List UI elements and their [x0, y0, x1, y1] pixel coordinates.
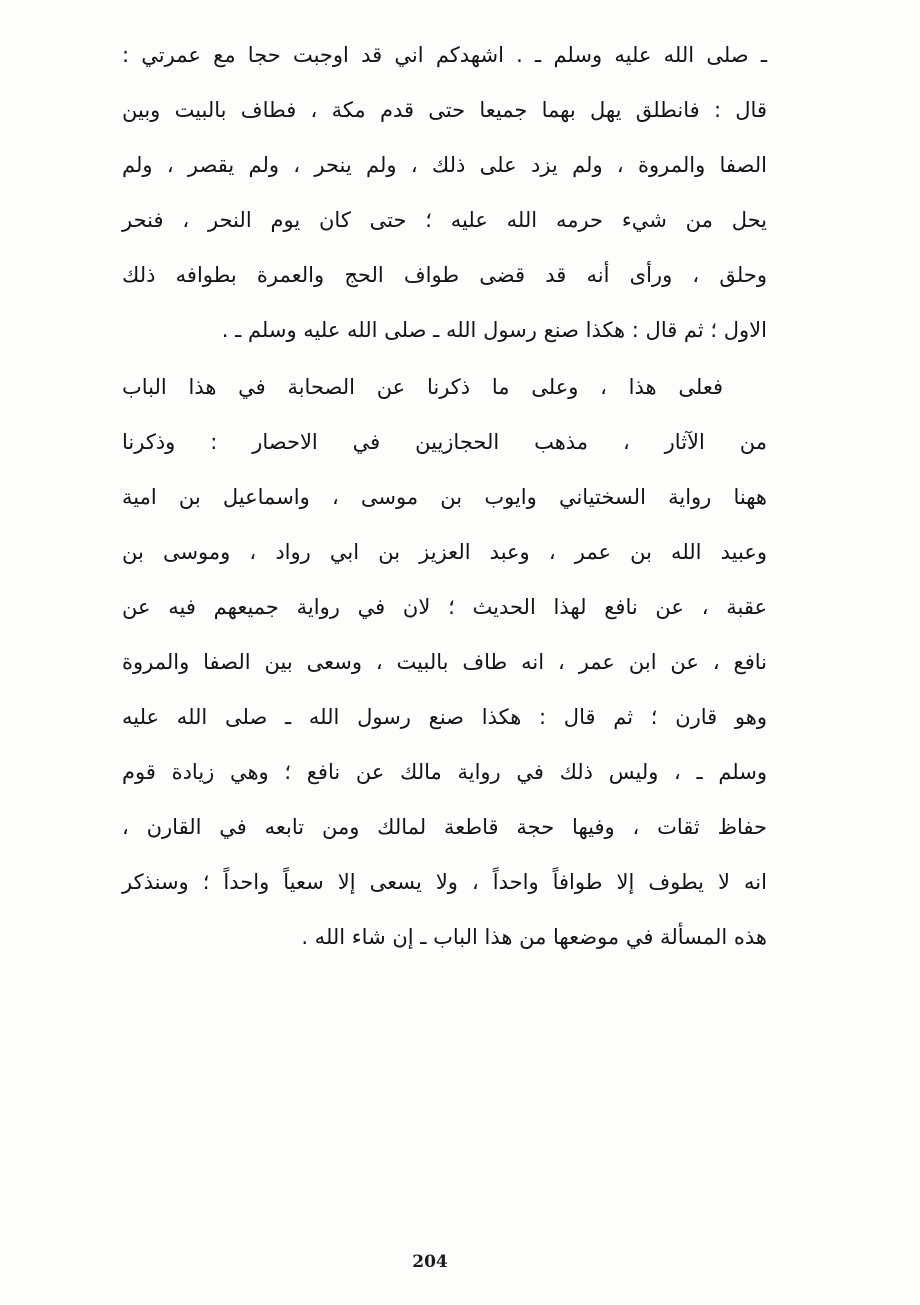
- text-line: وحلق ، ورأى أنه قد قضى طواف الحج والعمرة بطوافه ذلك: [122, 263, 767, 287]
- paragraph-1: [122, 28, 767, 358]
- text-line: انه لا يطوف إلا طوافاً واحداً ، ولا يسعى إلا سعياً واحداً ؛ وسنذكر: [122, 870, 767, 894]
- text-line: هذه المسألة في موضعها من هذا الباب ـ إن شاء الله .: [301, 925, 767, 949]
- paragraph-2: [122, 360, 767, 965]
- text-line: الاول ؛ ثم قال : هكذا صنع رسول الله ـ صلى الله عليه وسلم ـ .: [221, 318, 767, 342]
- text-line: عقبة ، عن نافع لهذا الحديث ؛ لان في رواية جميعهم فيه عن: [122, 595, 767, 619]
- text-line: الصفا والمروة ، ولم يزد على ذلك ، ولم ينحر ، ولم يقصر ، ولم: [122, 153, 767, 177]
- text-line: ـ صلى الله عليه وسلم ـ . اشهدكم اني قد اوجبت حجا مع عمرتي :: [122, 43, 767, 67]
- text-line: وعبيد الله بن عمر ، وعبد العزيز بن ابي رواد ، وموسى بن: [122, 540, 767, 564]
- text-line: يحل من شيء حرمه الله عليه ؛ حتى كان يوم النحر ، فنحر: [122, 208, 767, 232]
- text-line: نافع ، عن ابن عمر ، انه طاف بالبيت ، وسعى بين الصفا والمروة: [122, 650, 767, 674]
- text-line: وهو قارن ؛ ثم قال : هكذا صنع رسول الله ـ صلى الله عليه: [122, 705, 767, 729]
- text-line: ههنا رواية السختياني وايوب بن موسى ، واسماعيل بن امية: [122, 485, 767, 509]
- text-line: قال : فانطلق يهل بهما جميعا حتى قدم مكة ، فطاف بالبيت وبين: [122, 98, 767, 122]
- text-line: حفاظ ثقات ، وفيها حجة قاطعة لمالك ومن تابعه في القارن ،: [122, 815, 767, 839]
- page-number: 204: [412, 1252, 448, 1272]
- text-line: وسلم ـ ، وليس ذلك في رواية مالك عن نافع ؛ وهي زيادة قوم: [122, 760, 767, 784]
- text-line: فعلى هذا ، وعلى ما ذكرنا عن الصحابة في هذا الباب: [122, 375, 723, 399]
- text-line: من الآثار ، مذهب الحجازيين في الاحصار : وذكرنا: [122, 430, 767, 454]
